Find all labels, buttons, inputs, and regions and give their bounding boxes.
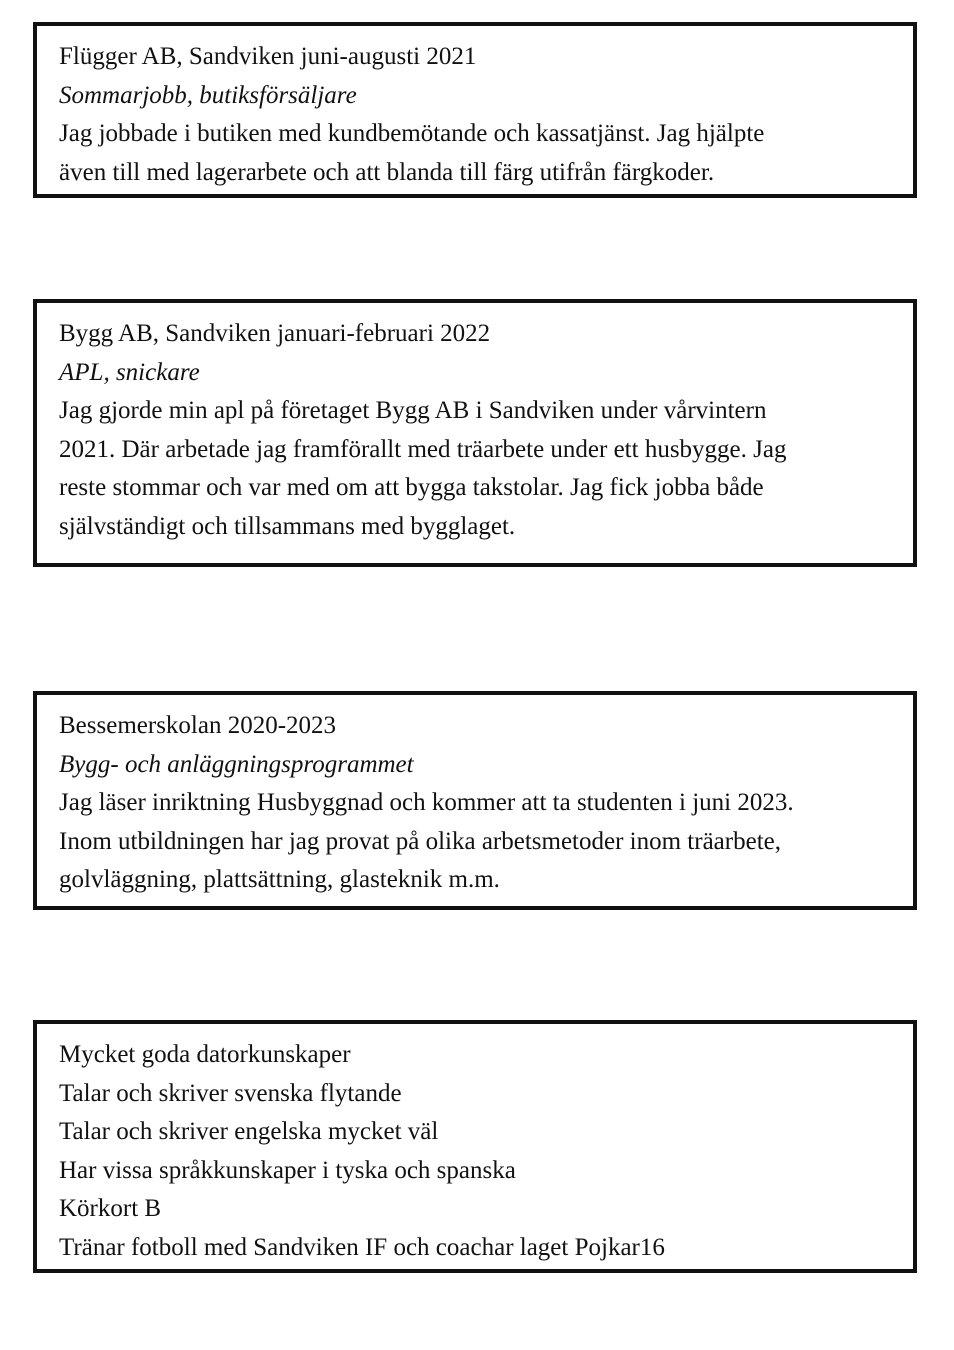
skills-box: [33, 1020, 917, 1273]
experience-description-line: självständigt och tillsammans med bygglaget.: [59, 512, 516, 540]
skill-item: Tränar fotboll med Sandviken IF och coachar laget Pojkar16: [59, 1233, 665, 1261]
experience-description-line: Jag gjorde min apl på företaget Bygg AB i Sandviken under vårvintern: [59, 397, 767, 424]
education-description-line: Jag läser inriktning Husbyggnad och kommer att ta studenten i juni 2023.: [59, 789, 794, 816]
skill-item: Talar och skriver svenska flytande: [59, 1079, 402, 1107]
education-description-line: golvläggning, plattsättning, glasteknik m.m.: [59, 866, 500, 893]
education-program: Bygg- och anläggningsprogrammet: [59, 750, 414, 778]
skill-item: Talar och skriver engelska mycket väl: [59, 1118, 439, 1145]
skill-item: Mycket goda datorkunskaper: [59, 1041, 351, 1068]
experience-description-line: Jag jobbade i butiken med kundbemötande och kassatjänst. Jag hjälpte: [59, 120, 765, 147]
education-description-line: Inom utbildningen har jag provat på olika arbetsmetoder inom träarbete,: [59, 827, 781, 855]
experience-description-line: 2021. Där arbetade jag framförallt med träarbete under ett husbygge. Jag: [59, 435, 787, 463]
experience-heading: Flügger AB, Sandviken juni-augusti 2021: [59, 43, 477, 70]
skill-item: Har vissa språkkunskaper i tyska och spanska: [59, 1156, 516, 1184]
experience-description-line: även till med lagerarbete och att blanda till färg utifrån färgkoder.: [59, 158, 715, 186]
education-heading: Bessemerskolan 2020-2023: [59, 712, 337, 739]
experience-role: APL, snickare: [59, 358, 200, 386]
experience-box-flugger: [33, 22, 917, 198]
education-box: [33, 691, 917, 910]
experience-heading: Bygg AB, Sandviken januari-februari 2022: [59, 320, 491, 347]
skill-item: Körkort B: [59, 1195, 162, 1222]
experience-box-bygg: [33, 299, 917, 567]
experience-description-line: reste stommar och var med om att bygga takstolar. Jag fick jobba både: [59, 474, 764, 501]
experience-role: Sommarjobb, butiksförsäljare: [59, 81, 357, 109]
